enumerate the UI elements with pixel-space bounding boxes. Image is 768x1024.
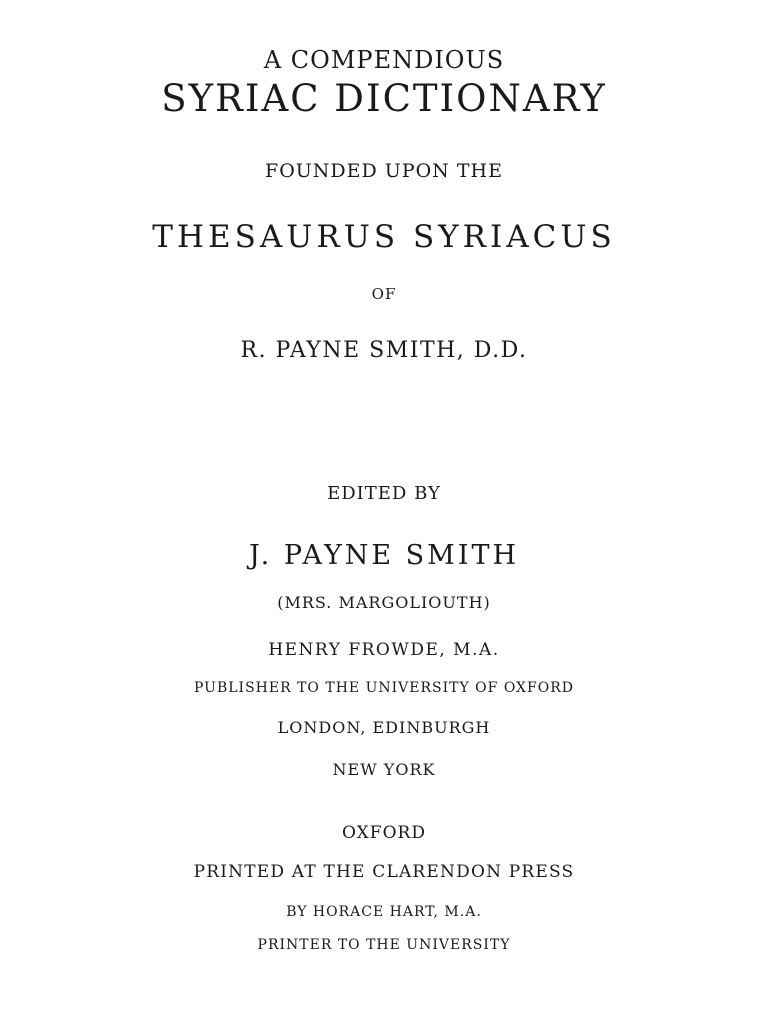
edited-by-line: EDITED BY (327, 483, 441, 504)
print-city: OXFORD (342, 823, 426, 843)
printed-at-line: PRINTED AT THE CLARENDON PRESS (193, 862, 575, 882)
author-name: R. PAYNE SMITH, D.D. (240, 338, 528, 363)
of-line: OF (371, 285, 397, 303)
publisher-city-newyork: NEW YORK (332, 760, 436, 779)
founded-upon-line: FOUNDED UPON THE (265, 160, 503, 182)
pre-title: A COMPENDIOUS (263, 46, 505, 74)
publisher-role: PUBLISHER TO THE UNIVERSITY OF OXFORD (194, 680, 574, 696)
printer-role: PRINTER TO THE UNIVERSITY (257, 937, 511, 953)
source-work-title: THESAURUS SYRIACUS (152, 219, 616, 255)
editor-note: (MRS. MARGOLIOUTH) (277, 593, 491, 612)
book-title: SYRIAC DICTIONARY (161, 77, 607, 120)
editor-name: J. PAYNE SMITH (248, 540, 520, 571)
publisher-name: HENRY FROWDE, M.A. (268, 640, 500, 660)
printed-by-line: BY HORACE HART, M.A. (286, 904, 482, 920)
publisher-cities: LONDON, EDINBURGH (277, 718, 491, 737)
